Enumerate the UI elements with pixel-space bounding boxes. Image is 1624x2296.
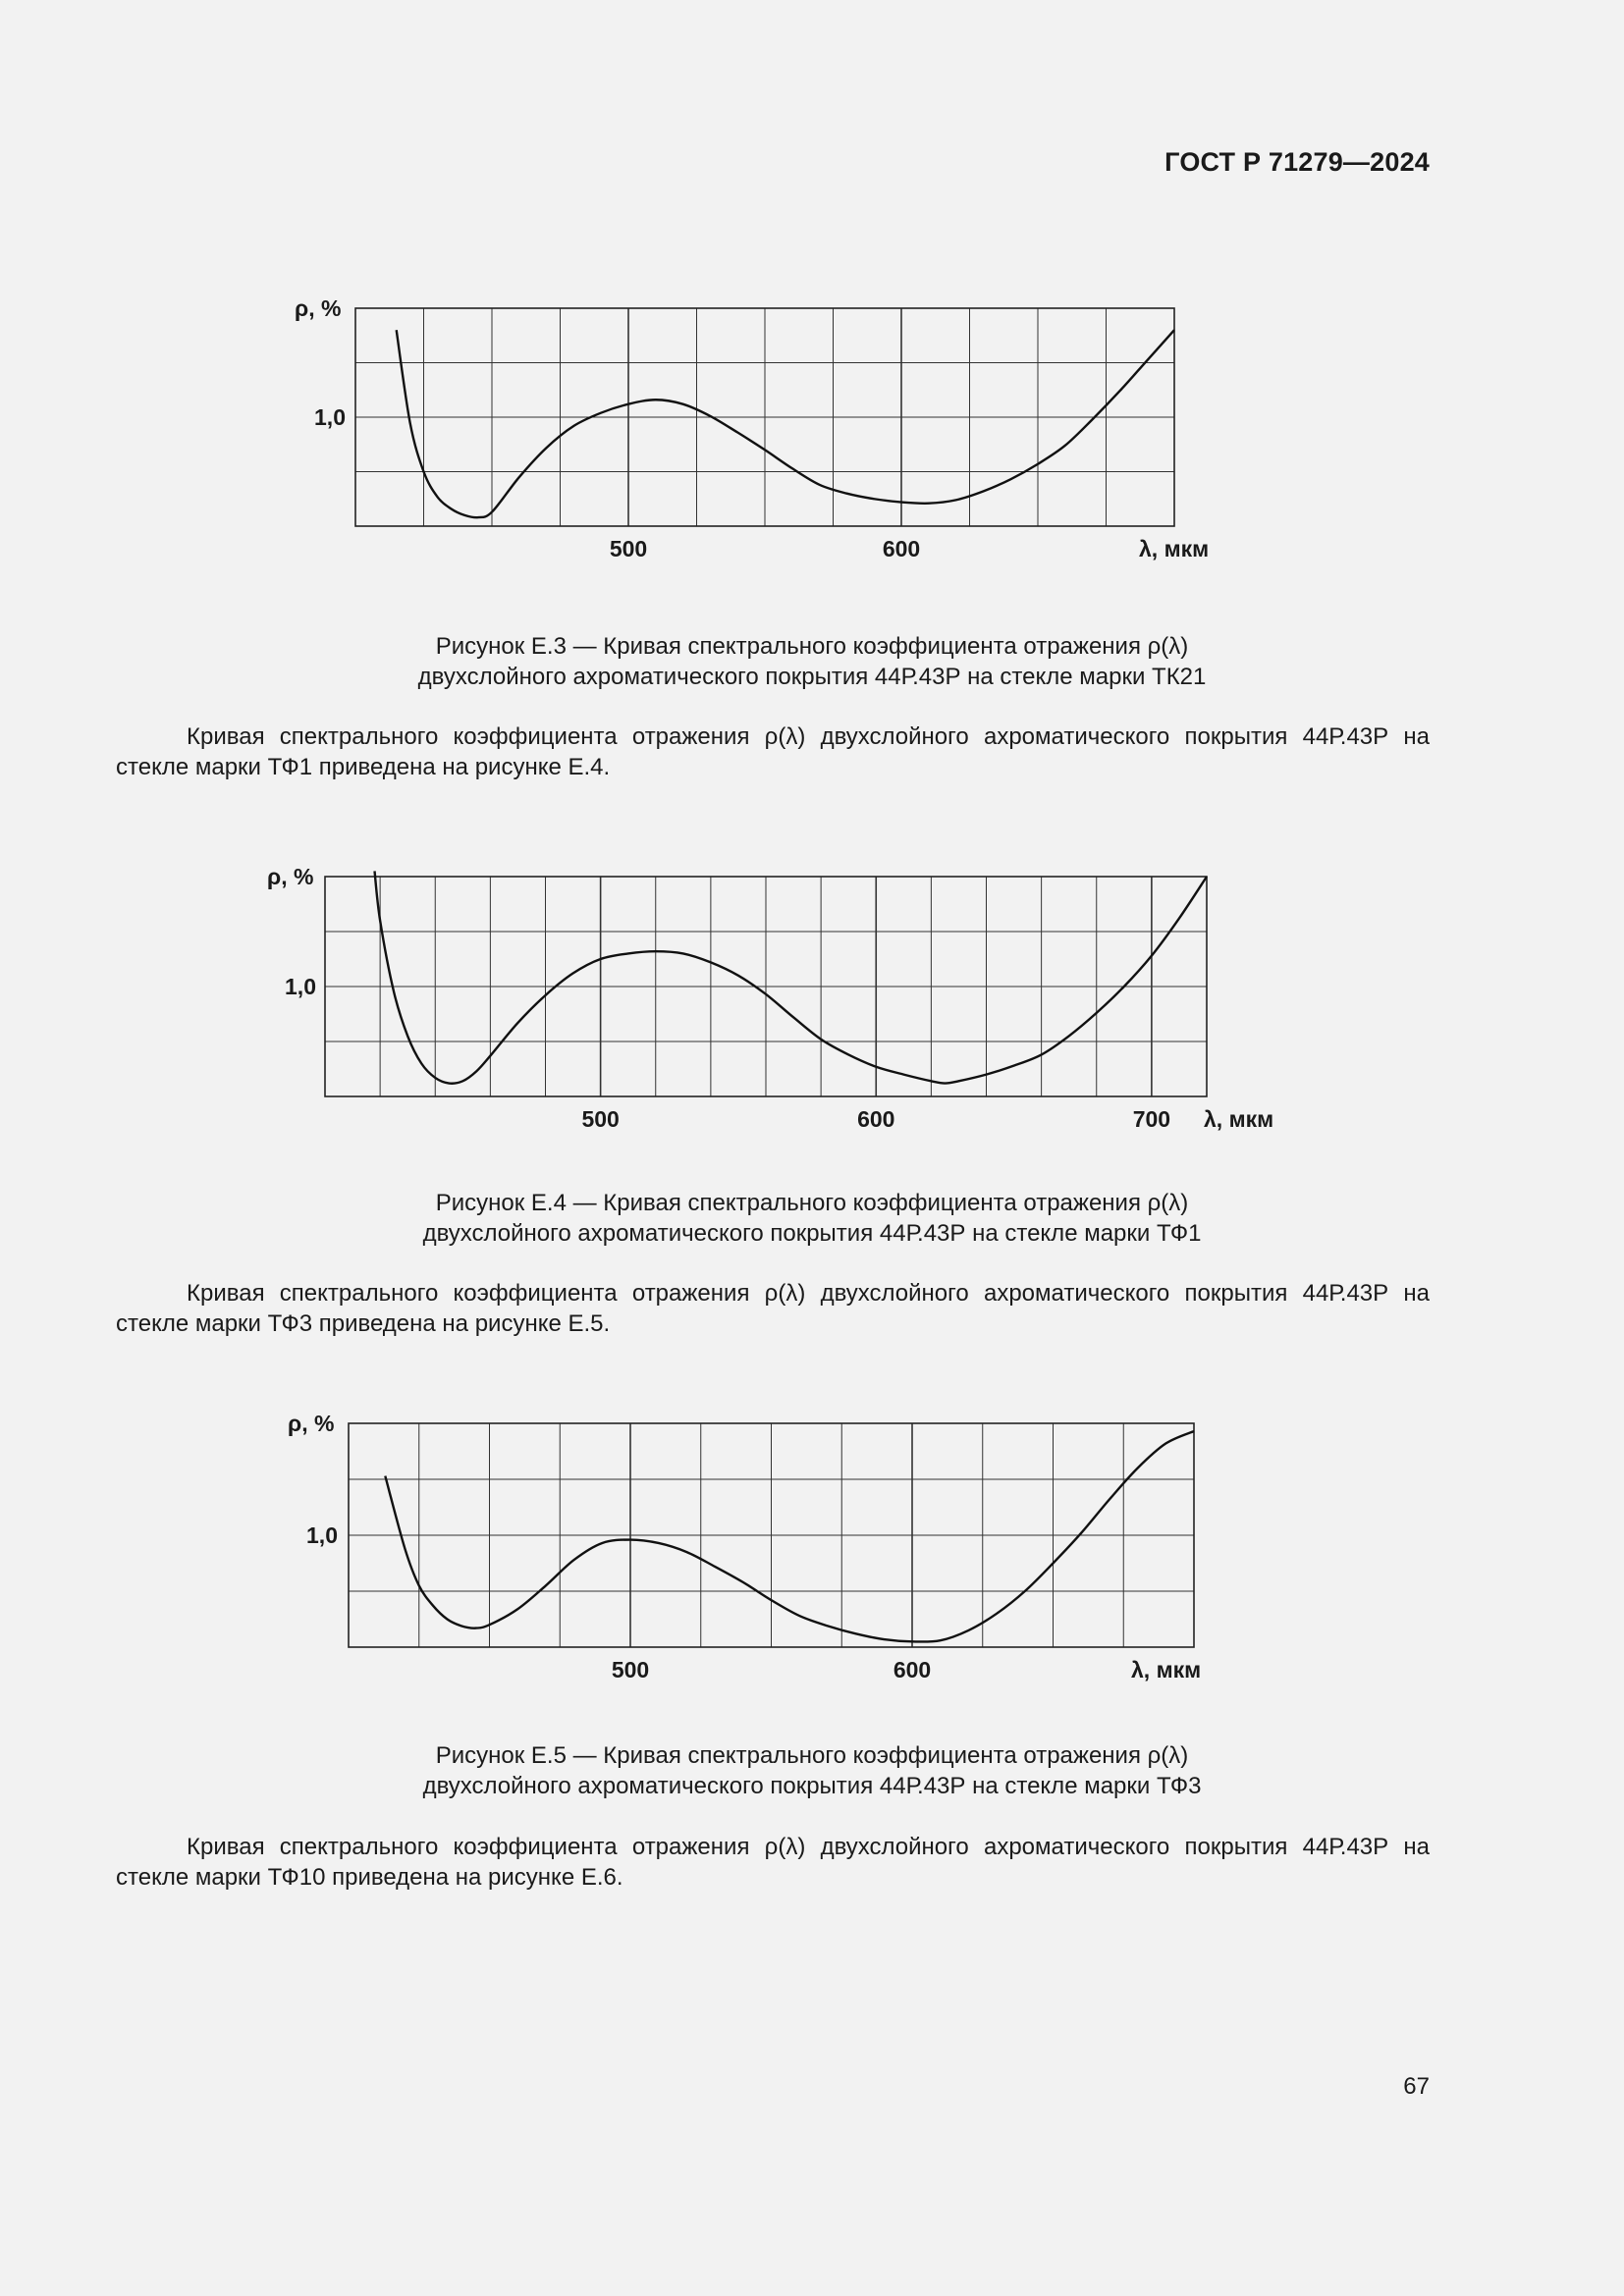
figure-caption-e3 [0,631,1624,692]
caption-line-1: Рисунок Е.5 — Кривая спектрального коэффициента отражения ρ(λ) [435,1742,1189,1769]
caption-line-2: двухслойного ахроматического покрытия 44Р.43Р на стекле марки ТФ3 [422,1773,1202,1799]
y-tick-label: 1,0 [306,1522,338,1548]
figure-caption-e5 [0,1740,1624,1801]
x-axis-label: λ, мкм [1131,1657,1202,1682]
x-axis-label: λ, мкм [1139,536,1210,561]
y-axis-label: ρ, % [288,1411,335,1436]
document-code: ГОСТ Р 71279—2024 [1164,147,1430,177]
caption-line-1: Рисунок Е.4 — Кривая спектрального коэффициента отражения ρ(λ) [435,1190,1189,1216]
x-tick-label: 500 [581,1106,620,1132]
x-tick-label: 500 [611,1657,650,1682]
caption-line-2: двухслойного ахроматического покрытия 44Р.43Р на стекле марки ТФ1 [422,1220,1202,1247]
x-tick-label: 500 [609,536,648,561]
y-tick-label: 1,0 [314,404,346,430]
y-axis-label: ρ, % [267,864,314,889]
y-tick-label: 1,0 [285,974,316,999]
paragraph-e5-ref: Кривая спектрального коэффициента отражения ρ(λ) двухслойного ахроматического покрытия 44Р.43Р на стекле марки ТФ3 приведена на рисунке Е.5. [116,1280,1430,1337]
paragraph-e6-ref: Кривая спектрального коэффициента отражения ρ(λ) двухслойного ахроматического покрытия 44Р.43Р на стекле марки ТФ10 приведена на рисунке Е.6. [116,1834,1430,1891]
page-number: 67 [1403,2073,1430,2100]
reflectance-curve [385,1431,1194,1642]
x-tick-label: 700 [1132,1106,1171,1132]
reflectance-curve [375,871,1207,1083]
caption-line-2: двухслойного ахроматического покрытия 44Р.43Р на стекле марки ТК21 [417,664,1207,690]
plot-frame [325,877,1207,1096]
x-tick-label: 600 [857,1106,895,1132]
y-axis-label: ρ, % [295,295,342,321]
caption-line-1: Рисунок Е.3 — Кривая спектрального коэффициента отражения ρ(λ) [435,633,1189,660]
x-axis-label: λ, мкм [1204,1106,1274,1132]
paragraph-e4-ref: Кривая спектрального коэффициента отражения ρ(λ) двухслойного ахроматического покрытия 44Р.43Р на стекле марки ТФ1 приведена на рисунке Е.4. [116,723,1430,780]
plot-frame [355,308,1174,526]
x-tick-label: 600 [882,536,921,561]
figure-caption-e4 [0,1188,1624,1249]
plot-frame [349,1423,1194,1647]
reflectance-curve [397,330,1174,517]
x-tick-label: 600 [893,1657,932,1682]
